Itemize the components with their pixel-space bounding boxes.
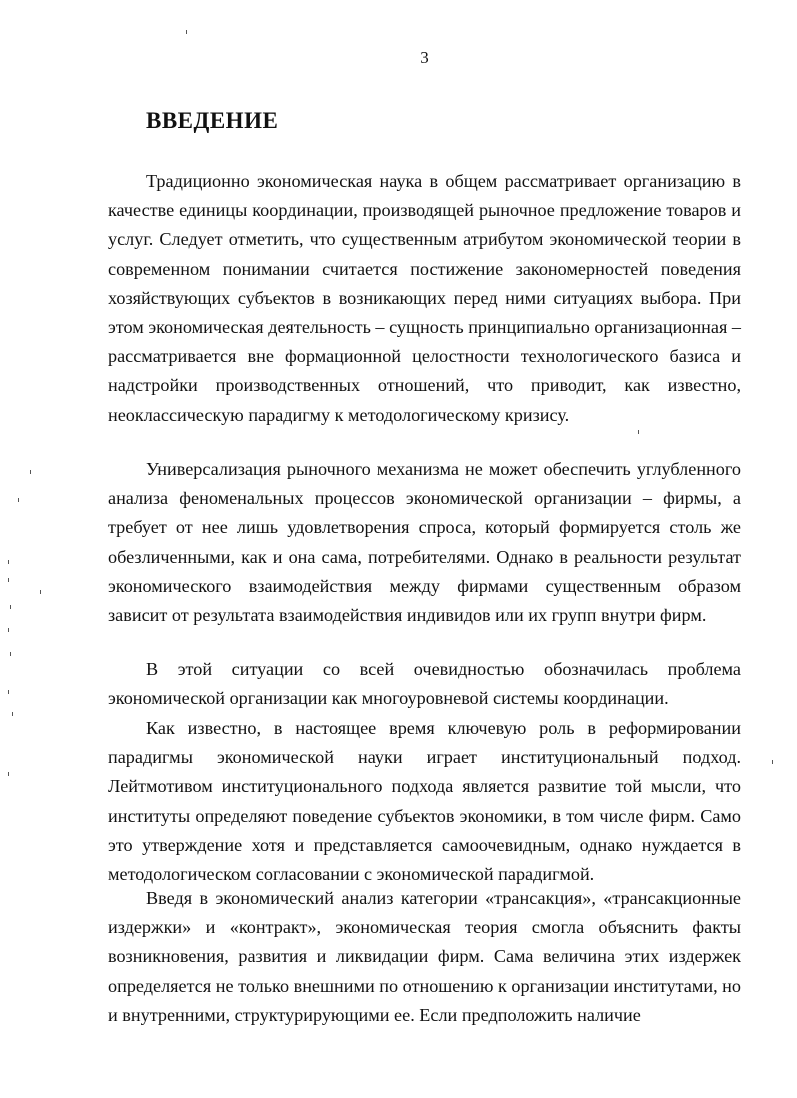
page-title: ВВЕДЕНИЕ: [146, 108, 279, 133]
scan-mark: [12, 712, 13, 716]
paragraph-4: Как известно, в настоящее время ключевую роль в реформировании парадигмы экономической науки играет институциональный подход. Лейтмотивом институционального подхода является развитие той мысли, что институты определяют поведение субъектов экономики, в том числе фирм. Само это утверждение хотя и представляется самоочевидным, однако нуждается в методологическом согласовании с экономической парадигмой.: [108, 718, 741, 885]
paragraph-1: Традиционно экономическая наука в общем рассматривает организацию в качестве единицы координации, производящей рыночное предложение товаров и услуг. Следует отметить, что существенным атрибутом экономической теории в современном понимании считается постижение закономерностей поведения хозяйствующих субъектов в возникающих перед ними ситуациях выбора. При этом экономическая деятельность – сущность принципиально организационная – рассматривается вне формационной целостности технологического базиса и надстройки производственных отношений, что приводит, как известно, неоклассическую парадигму к методологическому кризису.: [108, 171, 741, 425]
page-number: 3: [420, 48, 429, 67]
scan-mark: [8, 772, 9, 776]
paragraph-3: В этой ситуации со всей очевидностью обозначилась проблема экономической организации как многоуровневой системы координации.: [108, 659, 741, 709]
scan-mark: [40, 590, 41, 594]
paragraph-5: Введя в экономический анализ категории «трансакция», «трансакционные издержки» и «контракт», экономическая теория смогла объяснить факты возникновения, развития и ликвидации фирм. Сама величина этих издержек определяется не только внешними по отношению к организации институтами, но и внутренними, структурирующими ее. Если предположить наличие: [108, 888, 741, 1025]
scan-mark: [8, 628, 9, 632]
scan-mark: [8, 578, 9, 582]
scan-mark: [18, 498, 19, 502]
paragraph-2: Универсализация рыночного механизма не может обеспечить углубленного анализа феноменальных процессов экономической организации – фирмы, а требует от нее лишь удовлетворения спроса, который формируется столь же обезличенными, как и она сама, потребителями. Однако в реальности результат экономического взаимодействия между фирмами существенным образом зависит от результата взаимодействия индивидов или их групп внутри фирм.: [108, 459, 741, 626]
scan-mark: [10, 605, 11, 609]
scan-mark: [8, 560, 9, 564]
scan-mark: [30, 470, 31, 474]
scan-mark: [638, 430, 639, 434]
scan-mark: [186, 30, 187, 34]
scan-mark: [772, 760, 773, 764]
scan-mark: [8, 690, 9, 694]
scan-mark: [10, 652, 11, 656]
